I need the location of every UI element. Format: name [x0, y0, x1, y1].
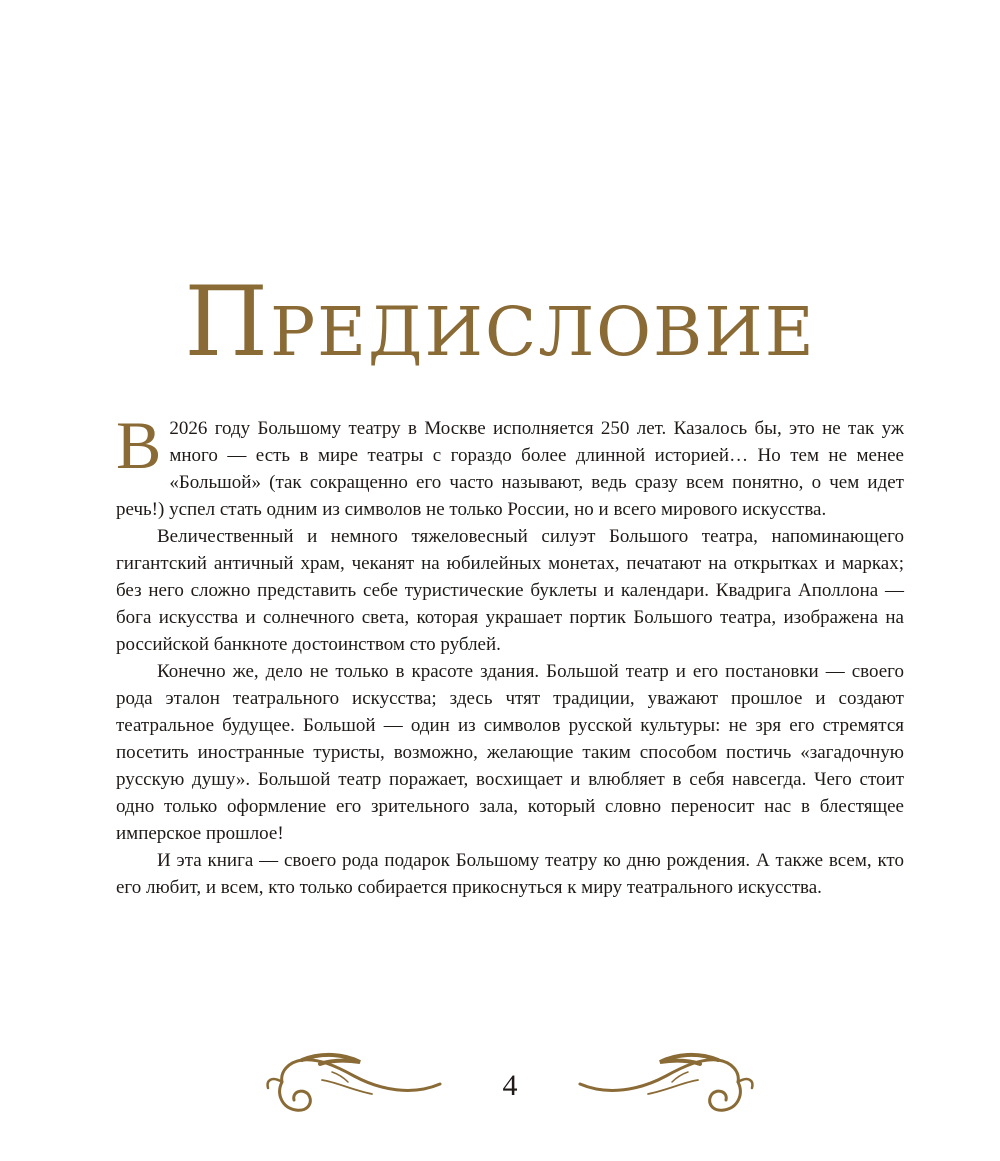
page-title: Предисловие: [184, 266, 816, 378]
flourish-ornament-icon: [262, 1050, 442, 1116]
drop-cap: В: [116, 407, 162, 483]
paragraph-2: Величественный и немного тяжеловесный силуэт Большого театра, напоминающего гигантский античный храм, чеканят на юбилейных монетах, печатают на открытках и марках; без него сложно представить себе туристические буклеты и календари. Квадрига Аполлона — бога искусства и солнечного света, которая украшает портик Большого театра, изображена на российской банкноте достоинством сто рублей.: [116, 526, 904, 655]
paragraph-1-text: 2026 году Большому театру в Москве исполняется 250 лет. Казалось бы, это не так уж много — есть в мире театры с гораздо более длинной историей… Но тем не менее «Большой» (так сокращенно его часто называют, ведь сразу всем понятно, о чем идет речь!) успел стать одним из символов не только России, но и всего мирового искусства.: [116, 418, 904, 520]
flourish-ornament-icon: [578, 1050, 758, 1116]
page-footer: [0, 1050, 1000, 1120]
preface-body: [116, 407, 904, 901]
paragraph-3: Конечно же, дело не только в красоте здания. Большой театр и его постановки — своего рода эталон театрального искусства; здесь чтят традиции, уважают прошлое и создают театральное будущее. Большой — один из символов русской культуры: не зря его стремятся посетить иностранные туристы, возможно, желающие таким способом постичь «загадочную русскую душу». Большой театр поражает, восхищает и влюбляет в себя навсегда. Чего стоит одно только оформление его зрительного зала, который словно переносит нас в блестящее имперское прошлое!: [116, 661, 904, 844]
paragraph-4: И эта книга — своего рода подарок Большому театру ко дню рождения. А также всем, кто его любит, и всем, кто только собирается прикоснуться к миру театрального искусства.: [116, 850, 904, 898]
page-number: 4: [502, 1069, 518, 1102]
paragraph-1: [116, 407, 904, 523]
